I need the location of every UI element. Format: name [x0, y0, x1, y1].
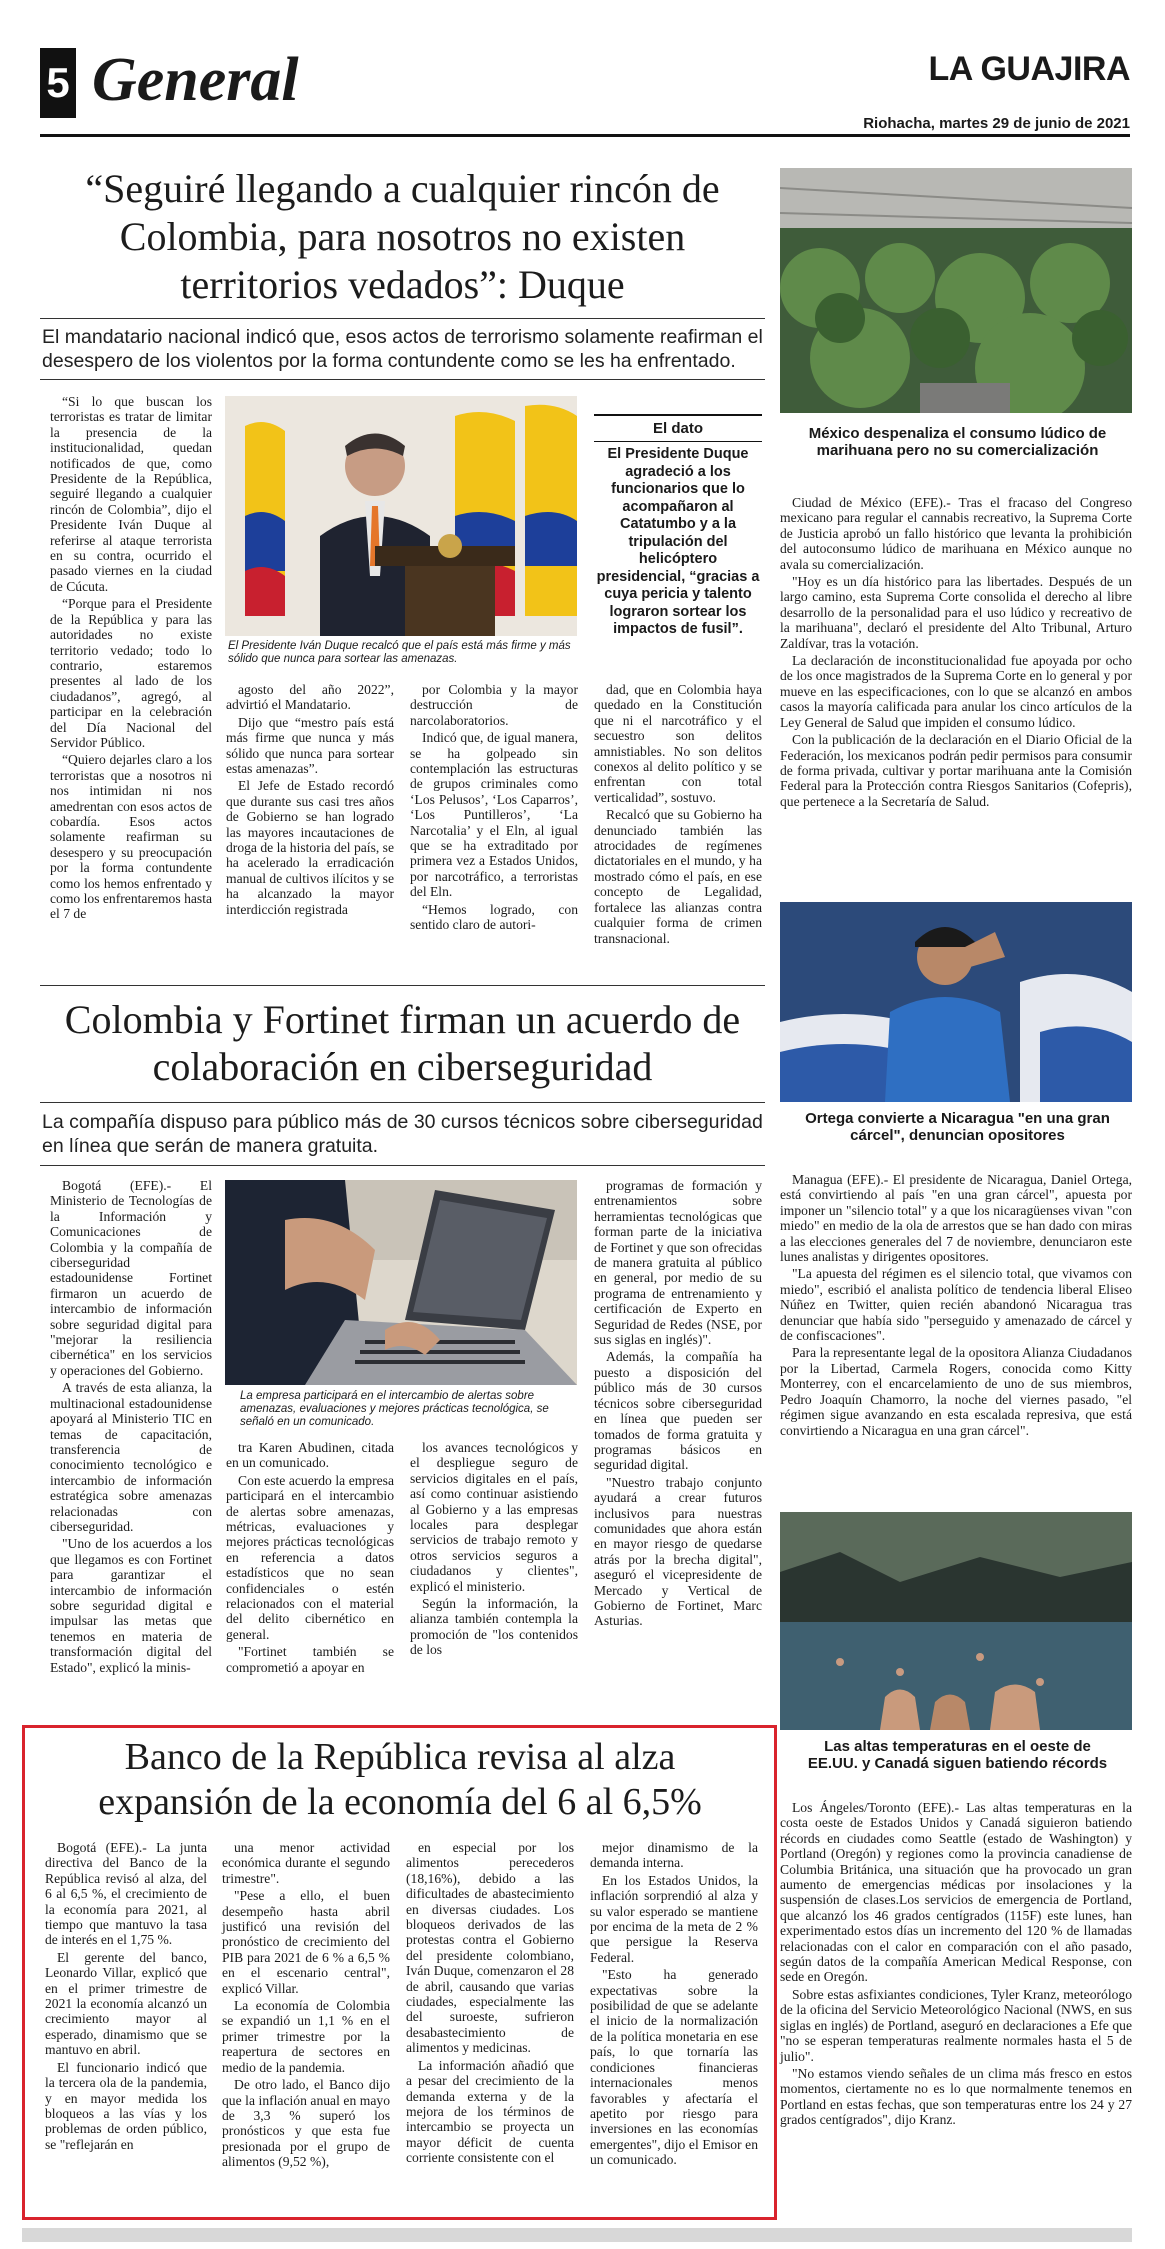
newspaper-logo: LA GUAJIRA: [928, 50, 1130, 88]
laptop-photo: [225, 1180, 577, 1385]
article1-col1: “Si lo que buscan los terroristas es tratar de limitar la presencia de la institucionalidad, quedan notificados de que, como Presidente de la República, seguiré llegando a cualquier rincón de Colombia”, dijo el Presidente Iván Duque al referirse al ataque terrorista en su contra, ocurrido el pasado viernes en la ciudad de Cúcuta. “Porque para el Presidente de la República y para las autoridades no existe territorio vedado; todo lo contrario, estaremos presentes al lado de los ciudadanos”, agregó, al participar en la celebración del Día Nacional del Servidor Público. “Quiero dejarles claro a los terroristas que a nosotros ni nos intimidan ni nos amedrentan con esos actos de cobardía. Esos actos solamente reafirman su desespero y su preocupación por la forma contundente como los hemos enfrentado y como los enfrentaremos hasta el 7 de: [50, 394, 212, 922]
dateline: Riohacha, martes 29 de junio de 2021: [863, 115, 1130, 132]
article1-col4: dad, que en Colombia haya quedado en la Constitución que ni el narcotráfico y el secuestro son delitos amnistiables. No son delitos conexos al delito político y se enfrentan con total verticalidad”, sostuvo. Recalcó que su Gobierno ha denunciado también las atrocidades de regímenes dictatoriales en el mundo, y ha mostrado cómo el país, en ese concepto de Legalidad, fortalece las alianzas contra cualquier forma de crimen transnacional.: [594, 682, 762, 946]
article3-col2: una menor actividad económica durante el segundo trimestre". "Pese a ello, el buen desempeño hasta abril justificó una revisión del pronóstico de crecimiento del PIB para 2021 de 6 % a 6,5 % en el escenario central", explicó Villar. La economía de Colombia se expandió un 1,1 % en el primer trimestre por la reapertura de sectores en medio de la pandemia. De otro lado, el Banco dijo que la inflación anual en mayo de 3,3 % superó los pronósticos y que esta fue presionada por el grupo de alimentos (9,52 %),: [222, 1840, 390, 2170]
article1-bottom-rule: [40, 985, 765, 986]
article3-headline: Banco de la República revisa al alza expansión de la economía del 6 al 6,5%: [98, 1736, 702, 1823]
article2-col3: los avances tecnológicos y el despliegue seguro de servicios digitales en el país, así como continuar asistiendo al Gobierno y a las empresas locales para desplegar servicios de trabajo remoto y otros servicios seguros a ciudadanos y clientes", explicó el ministerio. Según la información, la alianza también contempla la promoción de "los contenidos de los: [410, 1440, 578, 1658]
duque-photo: [225, 396, 577, 636]
article2-col2: tra Karen Abudinen, citada en un comunicado. Con este acuerdo la empresa participará en el intercambio de alertas sobre amenazas, métricas, evaluaciones y mejores prácticas tecnológicas en referencia a datos estadísticos que no sean confidenciales o estén relacionados con el material del delito cibernético en general. "Fortinet también se comprometió a apoyar en: [226, 1440, 394, 1675]
article2-rule: [40, 1102, 765, 1103]
heatwave-photo: [780, 1512, 1132, 1730]
article2-caption: La empresa participará en el intercambio de alertas sobre amenazas, evaluaciones y mejores prácticas tecnológica, se señaló en un comunicado.: [240, 1390, 549, 1428]
article1-deck: El mandatario nacional indicó que, esos actos de terrorismo solamente reafirman el desespero de los violentos por la forma contundente como se les ha enfrentado.: [42, 326, 763, 372]
article2-deck: La compañía dispuso para público más de 30 cursos técnicos sobre ciberseguridad en línea que serán de manera gratuita.: [42, 1111, 763, 1157]
article1-deck-rule: [40, 379, 765, 380]
side3-body: Los Ángeles/Toronto (EFE).- Las altas temperaturas en la costa oeste de Estados Unidos y Canadá siguieron batiendo récords en ciudades como Seattle (estado de Washington) y Portland (Oregón) y regiones como la provincia canadiense de Columbia Británica, una situación que ha provocado un gran aumento de emergencias médicas por insolaciones y la suspensión de clases.Los servicios de emergencia de Portland, que alcanzó los 46 grados centígrados (115F) este lunes, han experimentado estos días un incremento del 120 % de llamadas relacionadas con el calor en comparación con el año pasado, según datos de la compañía American Medical Response, con sede en Oregón. Sobre estas asfixiantes condiciones, Tyler Kranz, meteorólogo de la oficina del Servicio Meteorológico Nacional (NWS, en sus siglas en inglés) de Portland, aseguró en declaraciones a Efe que "no se esperan temperaturas realmente normales hasta el 5 de julio". "No estamos viendo señales de un clima más fresco en estos momentos, ciertamente no es lo que normalmente tenemos en Portland en estas fechas, que son temperaturas entre los 24 y 27 grados centígrados", dijo Kranz.: [780, 1800, 1132, 2128]
article3-col3: en especial por los alimentos perecederos (18,16%), debido a las dificultades de abastecimiento en diversas ciudades. Los bloqueos derivados de las protestas contra el Gobierno del presidente colombiano, Iván Duque, comenzaron el 28 de abril, causando que varias ciudades, especialmente las del suroeste, sufrieron desabastecimiento de alimentos y medicinas. La información añadió que a pesar del crecimiento de la demanda externa y de la mejora de los términos de intercambio se proyecta un mayor déficit de cuenta corriente consistente con el: [406, 1840, 574, 2166]
side3-title: Las altas temperaturas en el oeste de EE.UU. y Canadá siguen batiendo récords: [807, 1738, 1108, 1772]
el-dato-text: El Presidente Duque agradeció a los funcionarios que lo acompañaron al Catatumbo y a la tripulación del helicóptero presidencial, “gracias a cuya pericia y talento lograron sortear los impactos de fusil”.: [596, 446, 760, 637]
ortega-photo: [780, 902, 1132, 1102]
page-number-box: 5: [40, 48, 76, 118]
article1-caption: El Presidente Iván Duque recalcó que el país está más firme y más sólido que nunca para sortear las amenazas.: [228, 640, 571, 665]
header-rule: [40, 134, 1130, 137]
side1-body: Ciudad de México (EFE).- Tras el fracaso del Congreso mexicano para regular el cannabis recreativo, la Suprema Corte de Justicia aprobó un fallo histórico que levanta la prohibición del autoconsumo lúdico de marihuana en México aunque no avala su comercialización. "Hoy es un día histórico para las libertades. Después de un largo camino, esta Suprema Corte consolida el derecho al libre desarrollo de la personalidad para el uso lúdico y recreativo de la marihuana", declaró el presidente del Alto Tribunal, Arturo Zaldívar, tras la votación. La declaración de inconstitucionalidad fue apoyada por ocho de los once magistrados de la Suprema Corte en lo general y por mueve en las especificaciones, con lo que se alcanzó en ambos casos la mayoría calificada para anular los cinco artículos de la Ley General de Salud que impiden el consumo lúdico. Con la publicación de la declaración en el Diario Oficial de la Federación, los mexicanos podrán pedir permisos para consumir de forma privada, cultivar y portar marihuana ante la Comisión Federal para la Protección contra Riesgos Sanitarios (Cofepris), que pertenece a la Secretaría de Salud.: [780, 495, 1132, 809]
el-dato-title: El dato: [594, 416, 762, 442]
article3-col1: Bogotá (EFE).- La junta directiva del Banco de la República revisó al alza, del 6 al 6,5 %, el crecimiento de la economía para 2021, al tiempo que mantuvo la tasa de interés en el 1,75 %. El gerente del banco, Leonardo Villar, explicó que en el primer trimestre de 2021 la economía alcanzó un crecimiento mayor al esperado, dinamismo que se mantuvo en abril. El funcionario indicó que la tercera ola de la pandemia, y en mayor medida los bloqueos a las vías y los problemas de orden público, se "reflejarán en: [45, 1840, 207, 2152]
side2-body: Managua (EFE).- El presidente de Nicaragua, Daniel Ortega, está convirtiendo al país "en una gran cárcel", apuesta por imponer un "silencio total" y a que los nicaragüenses vivan "con miedo" en medio de la ola de arrestos que se han dado con miras a las elecciones generales del 7 de noviembre, denunciaron este lunes analistas y dirigentes opositores. "La apuesta del régimen es el silencio total, que vivamos con miedo", escribió el analista político de tendencia liberal Eliseo Núñez en Twitter, quien recién abandonó Nicaragua tras denunciar que había sido "perseguido y amenazado de cárcel y de confiscaciones". Para la representante legal de la opositora Alianza Ciudadanos por la Libertad, Carmela Rogers, conocida como Kitty Monterrey, con el encarcelamiento de uno de sus miembros, Pedro Joaquín Chamorro, la noche del viernes pasado, "el régimen sigue avanzando en esta escalada represiva, que está convirtiendo a Nicaragua en una gran cárcel".: [780, 1172, 1132, 1438]
article3-col4: mejor dinamismo de la demanda interna. En los Estados Unidos, la inflación sorprendió al alza y su valor esperado se mantiene por encima de la meta de 2 % que persigue la Reserva Federal. "Esto ha generado expectativas sobre la posibilidad de que se adelante el inicio de la normalización de la política monetaria en ese país, lo que tornaría las condiciones financieras internacionales menos favorables y afectaría el apetito por riesgo para inversiones en las economías emergentes", dijo el Emisor en un comunicado.: [590, 1840, 758, 2168]
side1-title: México despenaliza el consumo lúdico de marihuana pero no su comercialización: [808, 425, 1107, 459]
section-title: General: [92, 46, 299, 114]
article1-col3: por Colombia y la mayor destrucción de narcolaboratorios. Indicó que, de igual manera, se ha golpeado sin contemplación las estructuras de grupos criminales como ‘Los Pelusos’, ‘Los Caparros’, ‘Los Puntilleros’, ‘La Narcotalia’ y el Eln, al igual que se ha extraditado por primera vez a Estados Unidos, por narcotráfico, a terroristas del Eln. “Hemos logrado, con sentido claro de autori-: [410, 682, 578, 933]
article2-deck-rule: [40, 1165, 765, 1166]
cannabis-photo: [780, 168, 1132, 413]
article2-col1: Bogotá (EFE).- El Ministerio de Tecnologías de la Información y Comunicaciones de Colombia y la compañía de ciberseguridad estadounidense Fortinet firmaron un acuerdo de intercambio de información sobre seguridad digital para "mejorar la resiliencia cibernética" en los servicios y operaciones del Gobierno. A través de esta alianza, la multinacional estadounidense apoyará al Ministerio TIC en temas de capacitación, transferencia de conocimiento tecnológico e intercambio de información estratégica sobre amenazas relacionadas con ciberseguridad. "Uno de los acuerdos a los que llegamos es con Fortinet para garantizar el intercambio de información sobre seguridad digital e impulsar las metas que tenemos en materia de transformación digital del Estado", explicó la minis-: [50, 1178, 212, 1675]
el-dato-box: [594, 414, 762, 639]
article1-headline: “Seguiré llegando a cualquier rincón de Colombia, para nosotros no existen territorios vedados”: Duque: [85, 166, 720, 307]
article2-headline: Colombia y Fortinet firman un acuerdo de colaboración en ciberseguridad: [64, 997, 741, 1089]
article1-col2: agosto del año 2022”, advirtió el Mandatario. Dijo que “mestro país está más firme que nunca y más sólido que nunca para sortear estas amenazas”. El Jefe de Estado recordó que durante sus casi tres años de Gobierno se han logrado las mayores incautaciones de droga de la historia del país, se ha acelerado la erradicación manual de cultivos ilícitos y se ha alcanzado la mayor interdicción registrada: [226, 682, 395, 917]
article2-col4: programas de formación y entrenamientos sobre herramientas tecnológicas que forman parte de la iniciativa de Fortinet y que son ofrecidas de manera gratuita al público en general, por medio de su programa de entrenamiento y certificación de Experto en Seguridad de Redes (NSE, por sus siglas en inglés)". Además, la compañía ha puesto a disposición del público más de 30 cursos técnicos sobre ciberseguridad en línea que pueden ser tomados de forma gratuita y programas básicos en seguridad digital. "Nuestro trabajo conjunto ayudará a crear futuros inclusivos para nuestras comunidades que ahora están en mayor riesgo de quedarse atrás por la brecha digital", aseguró el vicepresidente de Mercado y Vertical de Gobierno de Fortinet, Marc Asturias.: [594, 1178, 762, 1629]
article1-rule: [40, 318, 765, 319]
side2-title: Ortega convierte a Nicaragua "en una gran cárcel", denuncian opositores: [805, 1110, 1110, 1144]
footer-band: [22, 2228, 1132, 2242]
